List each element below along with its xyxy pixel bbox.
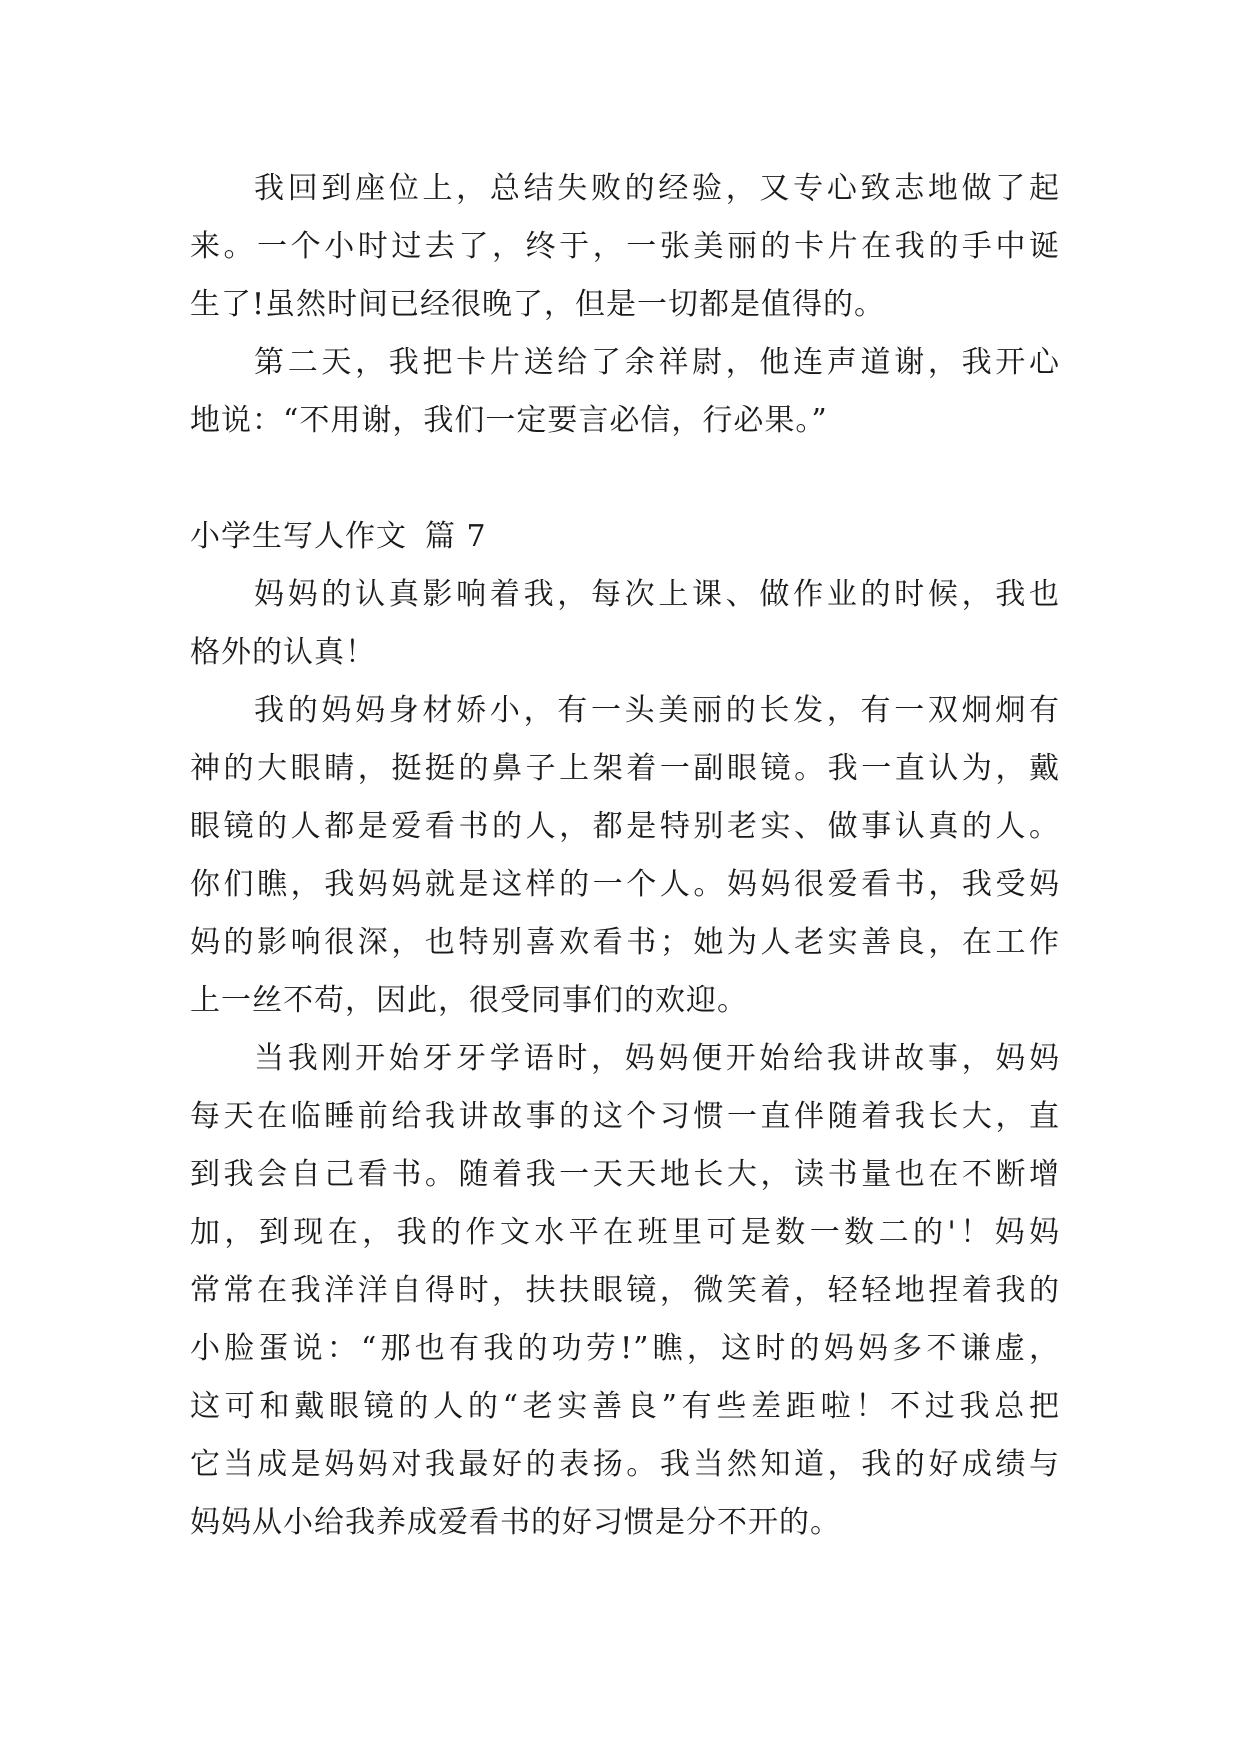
text-line: 地说：“不用谢，我们一定要言必信，行必果。”	[190, 403, 828, 438]
document-page	[190, 160, 1060, 1552]
text-line: 上一丝不苟，因此，很受同事们的欢迎。	[190, 983, 748, 1018]
section-gap	[190, 450, 1060, 508]
text-line: 神的大眼睛，挺挺的鼻子上架着一副眼镜。我一直认为，戴	[190, 751, 1060, 786]
paragraph-mother-serious	[190, 566, 1060, 682]
section-heading	[190, 508, 1060, 566]
section-title: 小学生写人作文	[190, 519, 407, 554]
text-line: 当我刚开始牙牙学语时，妈妈便开始给我讲故事，妈妈	[254, 1041, 1060, 1076]
text-line: 妈的影响很深，也特别喜欢看书；她为人老实善良，在工作	[190, 925, 1060, 960]
text-line: 小脸蛋说：“那也有我的功劳!”瞧，这时的妈妈多不谦虚，	[190, 1331, 1060, 1366]
section-number: 篇 7	[425, 519, 487, 554]
paragraph-next-day	[190, 334, 1060, 450]
text-line: 每天在临睡前给我讲故事的这个习惯一直伴随着我长大，直	[190, 1099, 1060, 1134]
text-line: 加，到现在，我的作文水平在班里可是数一数二的'！妈妈	[190, 1215, 1060, 1250]
text-line: 我的妈妈身材娇小，有一头美丽的长发，有一双炯炯有	[254, 693, 1060, 728]
text-line: 我回到座位上，总结失败的经验，又专心致志地做了起	[254, 171, 1060, 206]
paragraph-mother-description	[190, 682, 1060, 1030]
text-line: 这可和戴眼镜的人的“老实善良”有些差距啦！不过我总把	[190, 1389, 1060, 1424]
paragraph-storytelling	[190, 1030, 1060, 1552]
text-line: 眼镜的人都是爱看书的人，都是特别老实、做事认真的人。	[190, 809, 1060, 844]
text-line: 常常在我洋洋自得时，扶扶眼镜，微笑着，轻轻地捏着我的	[190, 1273, 1060, 1308]
text-line: 到我会自己看书。随着我一天天地长大，读书量也在不断增	[190, 1157, 1060, 1192]
text-line: 格外的认真！	[190, 635, 376, 670]
text-line: 妈妈从小给我养成爱看书的好习惯是分不开的。	[190, 1505, 841, 1540]
text-line: 生了!虽然时间已经很晚了，但是一切都是值得的。	[190, 287, 886, 322]
text-line: 妈妈的认真影响着我，每次上课、做作业的时候，我也	[254, 577, 1060, 612]
text-line: 你们瞧，我妈妈就是这样的一个人。妈妈很爱看书，我受妈	[190, 867, 1060, 902]
text-line: 来。一个小时过去了，终于，一张美丽的卡片在我的手中诞	[190, 229, 1060, 264]
paragraph-card-done	[190, 160, 1060, 334]
text-line: 第二天，我把卡片送给了余祥尉，他连声道谢，我开心	[254, 345, 1060, 380]
text-line: 它当成是妈妈对我最好的表扬。我当然知道，我的好成绩与	[190, 1447, 1060, 1482]
